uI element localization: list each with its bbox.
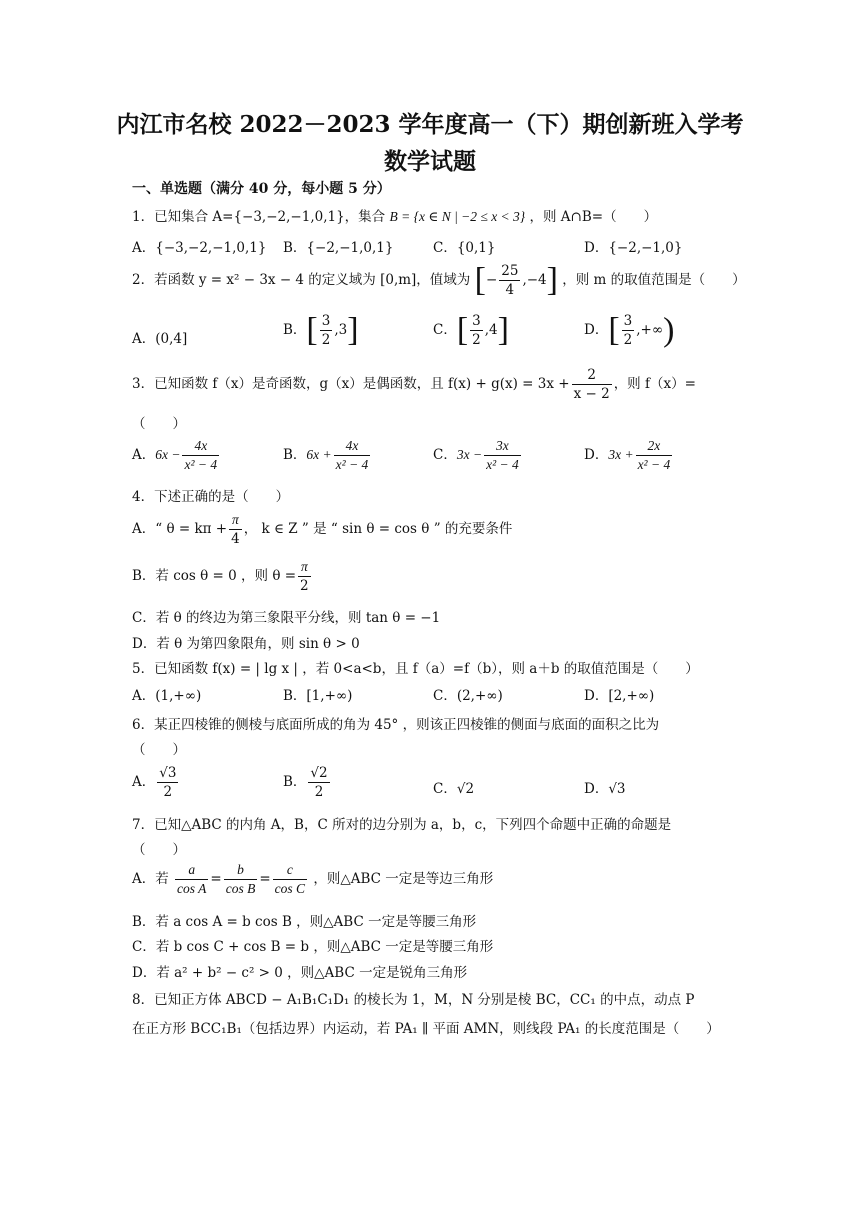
q4-option-d: D．若 θ 为第四象限角，则 sin θ > 0 bbox=[132, 636, 360, 652]
q6-stem-paren: （ ） bbox=[132, 742, 186, 758]
q2-range-fraction: $\frac{25}{4}$ bbox=[501, 263, 519, 298]
q6-stem: 6．某正四棱锥的侧棱与底面所成的角为 45° ，则该正四棱锥的侧面与底面的面积之比为 bbox=[132, 717, 660, 733]
q5-option-a: A．(1,+∞) bbox=[132, 688, 202, 704]
q3-option-d: D．3x + $\frac{2x}{\text{x² − 4}}$ bbox=[584, 438, 671, 472]
q2-option-a: A．(0,4] bbox=[132, 331, 188, 347]
q1-stem-a: 1．已知集合 A={−3,−2,−1,0,1}，集合 bbox=[132, 209, 386, 225]
q6-option-a: A． $\frac{√3}{2}$ bbox=[132, 765, 177, 800]
q5-option-c: C．(2,+∞) bbox=[433, 688, 503, 704]
q5-option-d: D．[2,+∞) bbox=[584, 688, 655, 704]
q6-option-d: D．√3 bbox=[584, 781, 626, 797]
q6-option-b: B． $\frac{√2}{2}$ bbox=[283, 765, 328, 800]
q3-option-c: C．3x − $\frac{3x}{\text{x² − 4}}$ bbox=[433, 438, 519, 472]
section-heading: 一、单选题（满分 40 分，每小题 5 分） bbox=[132, 181, 391, 197]
q1-stem bbox=[132, 205, 657, 225]
q4-stem: 4．下述正确的是（ ） bbox=[132, 489, 290, 505]
q1-option-c: C．{0,1} bbox=[433, 240, 496, 256]
q2-stem: 2．若函数 y = x² − 3x − 4 的定义域为 [0,m]，值域为 [− $\frac{25}{4}$ ,−4] ，则 m 的取值范围是（ ） bbox=[132, 261, 746, 299]
q2-option-b: B．[ $\frac{3}{2}$ ,3] bbox=[283, 311, 359, 349]
q3-stem-paren: （ ） bbox=[132, 416, 186, 432]
q6-option-c: C．√2 bbox=[433, 781, 475, 797]
q8-line2: 在正方形 BCC₁B₁（包括边界）内运动，若 PA₁ ∥ 平面 AMN，则线段 PA₁ 的长度范围是（ ） bbox=[132, 1021, 720, 1037]
q5-stem: 5．已知函数 f(x) = | lg x | ，若 0<a<b，且 f（a）=f（b），则 a＋b 的取值范围是（ ） bbox=[132, 661, 699, 677]
q5-option-b: B．[1,+∞) bbox=[283, 688, 353, 704]
q7-stem-paren: （ ） bbox=[132, 842, 186, 858]
q7-option-b: B．若 a cos A = b cos B ，则△ABC 一定是等腰三角形 bbox=[132, 914, 477, 930]
q7-option-a: A．若 $\frac{a}{\text{cos A}}$ = $\frac{b}{\text{cos B}}$ = $\frac{c}{\text{cos C}}$ ，则△ABC 一定是等边三角形 bbox=[132, 862, 494, 896]
q2-stem-a: 2．若函数 y = x² − 3x − 4 的定义域为 [0,m]，值域为 bbox=[132, 272, 471, 288]
q2-stem-c: ，则 m 的取值范围是（ ） bbox=[562, 272, 746, 288]
q1-option-b: B．{−2,−1,0,1} bbox=[283, 240, 394, 256]
q2-option-c: C．[ $\frac{3}{2}$ ,4] bbox=[433, 311, 509, 349]
q1-stem-c: ，则 A∩B=（ ） bbox=[529, 209, 658, 225]
q1-set-b: B = {x ∈ N | −2 ≤ x < 3} bbox=[389, 209, 526, 224]
q3-option-b: B．6x + $\frac{4x}{\text{x² − 4}}$ bbox=[283, 438, 369, 472]
q7-stem: 7．已知△ABC 的内角 A，B，C 所对的边分别为 a，b，c，下列四个命题中正确的命题是 bbox=[132, 817, 672, 833]
q3-option-a: A．6x − $\frac{4x}{\text{x² − 4}}$ bbox=[132, 438, 218, 472]
q7-option-c: C．若 b cos C + cos B = b ，则△ABC 一定是等腰三角形 bbox=[132, 939, 494, 955]
q7-option-d: D．若 a² + b² − c² > 0 ，则△ABC 一定是锐角三角形 bbox=[132, 965, 468, 981]
q3-stem: 3．已知函数 f（x）是奇函数，g（x）是偶函数，且 f(x) + g(x) = 3x + $\frac{2}{x - 2}$ ，则 f（x）= bbox=[132, 367, 696, 402]
q8-line1: 8．已知正方体 ABCD − A₁B₁C₁D₁ 的棱长为 1，M，N 分别是棱 BC，CC₁ 的中点，动点 P bbox=[132, 992, 695, 1008]
q1-option-a: A．{−3,−2,−1,0,1} bbox=[132, 240, 267, 256]
q4-option-a: A．“ θ = kπ + $\frac{\pi}{4}$ ， k ∈ Z ” 是 “ sin θ = cos θ ” 的充要条件 bbox=[132, 512, 513, 547]
exam-title-line2: 数学试题 bbox=[384, 148, 476, 175]
q1-option-d: D．{−2,−1,0} bbox=[584, 240, 683, 256]
q4-option-c: C．若 θ 的终边为第三象限平分线，则 tan θ = −1 bbox=[132, 610, 441, 626]
exam-title-line1: 内江市名校 2022－2023 学年度高一（下）期创新班入学考 bbox=[116, 111, 744, 138]
q4-option-b: B．若 cos θ = 0 ，则 θ = $\frac{\pi}{2}$ bbox=[132, 559, 309, 594]
q2-option-d: D．[ $\frac{3}{2}$ ,+∞) bbox=[584, 311, 675, 349]
